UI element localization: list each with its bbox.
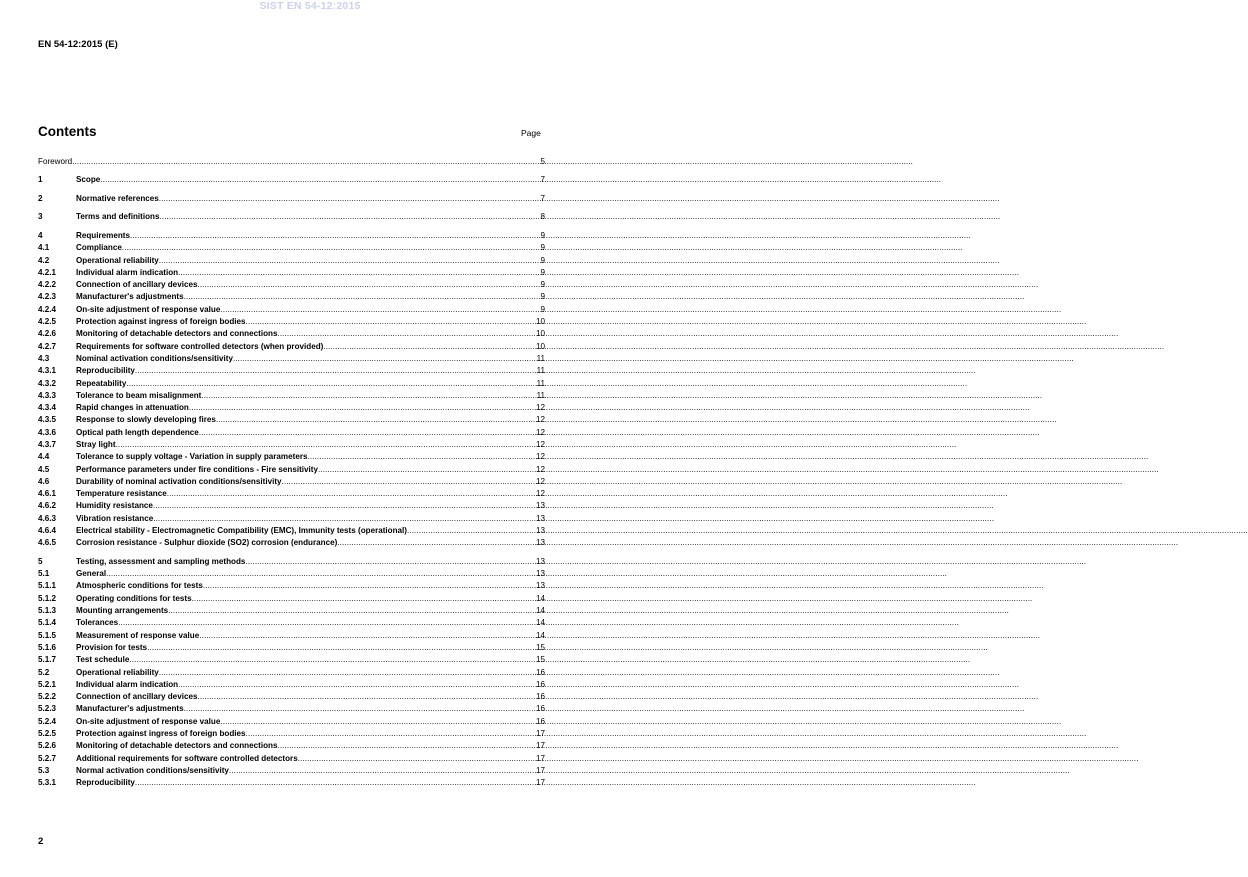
toc-dot-leader bbox=[147, 642, 535, 654]
toc-entry-page: 13 bbox=[535, 556, 545, 566]
toc-entry-page: 7 bbox=[540, 193, 545, 203]
toc-entry-page: 16 bbox=[535, 692, 545, 702]
toc-entry-number: 3 bbox=[38, 212, 43, 222]
toc-entry-title: General bbox=[76, 569, 107, 579]
toc-entry-page: 12 bbox=[535, 476, 545, 486]
toc-entry-title: Protection against ingress of foreign bodies bbox=[76, 729, 246, 738]
toc-dot-leader bbox=[233, 353, 536, 365]
toc-entry-number: 4.6.4 bbox=[38, 526, 57, 536]
toc-entry-page: 17 bbox=[535, 729, 545, 738]
toc-entry-page: 16 bbox=[535, 704, 545, 714]
toc-dot-leader bbox=[159, 193, 540, 205]
toc-entry[interactable] bbox=[38, 451, 545, 463]
page-number: 2 bbox=[38, 836, 44, 847]
toc-entry-page: 13 bbox=[535, 526, 545, 536]
toc-entry-title: Stray light bbox=[76, 439, 116, 449]
toc-entry-title: Corrosion resistance - Sulphur dioxide (SO2) corrosion (endurance) bbox=[76, 538, 338, 548]
toc-dot-leader bbox=[216, 414, 535, 426]
toc-dot-leader bbox=[307, 451, 535, 463]
toc-dot-leader bbox=[246, 316, 535, 328]
toc-entry-number: 4.2.2 bbox=[38, 280, 57, 290]
toc-entry-number: 4.5 bbox=[38, 464, 50, 474]
toc-dot-leader bbox=[126, 378, 535, 390]
toc-entry-title: Connection of ancillary devices bbox=[76, 692, 198, 702]
toc-entry-title: On-site adjustment of response value bbox=[76, 304, 221, 314]
toc-entry[interactable] bbox=[38, 279, 545, 291]
toc-dot-leader bbox=[197, 279, 539, 291]
toc-dot-leader bbox=[318, 464, 535, 476]
toc-entry[interactable] bbox=[38, 390, 545, 402]
toc-entry-page: 17 bbox=[535, 778, 545, 788]
toc-entry-title: Manufacturer's adjustments bbox=[76, 704, 184, 714]
toc-entry-title: Operational reliability bbox=[76, 667, 159, 677]
toc-entry[interactable] bbox=[38, 341, 545, 353]
toc-dot-leader bbox=[159, 667, 535, 679]
toc-entry[interactable] bbox=[38, 728, 545, 740]
toc-entry-number: 4.3.5 bbox=[38, 415, 57, 425]
toc-entry-number: 4.3.7 bbox=[38, 439, 57, 449]
toc-entry-page: 11 bbox=[536, 353, 545, 363]
toc-entry-number: 4.6.3 bbox=[38, 513, 57, 523]
toc-entry-title: Reproducibility bbox=[76, 366, 135, 376]
toc-entry-number: 4.6 bbox=[38, 476, 50, 486]
toc-entry[interactable] bbox=[38, 267, 545, 279]
toc-entry[interactable] bbox=[38, 291, 545, 303]
toc-entry-title: Durability of nominal activation conditions/sensitivity bbox=[76, 476, 282, 486]
toc-entry-page: 10 bbox=[535, 317, 545, 327]
toc-dot-leader bbox=[203, 580, 535, 592]
toc-entry-number: 4.3.2 bbox=[38, 378, 57, 388]
toc-dot-leader bbox=[323, 341, 535, 353]
toc-entry-number: 4.6.5 bbox=[38, 538, 57, 548]
toc-entry-title: Normative references bbox=[76, 193, 159, 203]
toc-entry-title: Monitoring of detachable detectors and connections bbox=[76, 741, 278, 751]
toc-entry[interactable] bbox=[38, 765, 545, 777]
toc-entry-page: 9 bbox=[540, 267, 545, 277]
toc-entry-page: 8 bbox=[540, 212, 545, 222]
toc-entry-number: 5.1.2 bbox=[38, 593, 57, 603]
toc-entry-page: 9 bbox=[540, 230, 545, 240]
toc-entry-page: 13 bbox=[535, 513, 545, 523]
toc-entry[interactable] bbox=[38, 316, 545, 328]
toc-entry-title: Provision for tests bbox=[76, 642, 148, 652]
toc-dot-leader bbox=[277, 740, 535, 752]
toc-entry[interactable] bbox=[38, 476, 545, 488]
toc-entry-title: Connection of ancillary devices bbox=[76, 280, 198, 290]
toc-entry[interactable] bbox=[38, 556, 545, 568]
toc-entry-page: 13 bbox=[535, 501, 545, 511]
toc-entry-number: 4.3.3 bbox=[38, 390, 57, 400]
toc-entry-title: Terms and definitions bbox=[76, 212, 160, 222]
toc-entry-title: Compliance bbox=[76, 243, 122, 253]
toc-dot-leader bbox=[184, 703, 535, 715]
toc-entry[interactable] bbox=[38, 414, 545, 426]
toc-entry-number: 4.3.6 bbox=[38, 427, 57, 437]
toc-entry-page: 9 bbox=[540, 292, 545, 302]
toc-entry-title: Humidity resistance bbox=[76, 501, 153, 511]
toc-dot-leader bbox=[184, 291, 540, 303]
toc-entry-number: 5.2.7 bbox=[38, 753, 57, 763]
toc-entry-number: 5.2.4 bbox=[38, 716, 57, 726]
toc-entry[interactable] bbox=[38, 642, 545, 654]
toc-entry-title: Monitoring of detachable detectors and connections bbox=[76, 329, 278, 339]
toc-entry-number: 5.2.6 bbox=[38, 741, 57, 751]
toc-entry-title: Tolerances bbox=[76, 618, 119, 628]
toc-entry-title: Manufacturer's adjustments bbox=[76, 292, 184, 302]
toc-dot-leader bbox=[220, 716, 535, 728]
toc-entry-page: 17 bbox=[535, 765, 545, 775]
toc-entry[interactable] bbox=[38, 156, 545, 168]
toc-entry-title: Response to slowly developing fires bbox=[76, 415, 216, 425]
toc-entry[interactable] bbox=[38, 211, 545, 223]
toc-dot-leader bbox=[199, 427, 535, 439]
toc-dot-leader bbox=[277, 328, 535, 340]
toc-entry-title: Measurement of response value bbox=[76, 630, 200, 640]
toc-entry-number: 5.1.4 bbox=[38, 618, 57, 628]
toc-dot-leader bbox=[189, 402, 535, 414]
toc-entry[interactable] bbox=[38, 427, 545, 439]
toc-entry-page: 16 bbox=[535, 679, 545, 689]
toc-entry[interactable] bbox=[38, 777, 545, 789]
toc-entry-title: Tolerance to supply voltage - Variation in supply parameters bbox=[76, 452, 308, 462]
toc-entry-number: 5.1.3 bbox=[38, 606, 57, 616]
toc-entry-number: 2 bbox=[38, 193, 43, 203]
toc-entry-number: 1 bbox=[38, 175, 43, 185]
toc-dot-leader bbox=[407, 525, 535, 537]
toc-entry-title: Atmospheric conditions for tests bbox=[76, 581, 203, 591]
toc-entry-title: Individual alarm indication bbox=[76, 679, 179, 689]
toc-entry-number: 4.2.3 bbox=[38, 292, 57, 302]
toc-entry-number: 4.3.1 bbox=[38, 366, 57, 376]
toc-entry-number: 4.1 bbox=[38, 243, 50, 253]
toc-entry-page: 16 bbox=[535, 716, 545, 726]
toc-entry-title: Mounting arrangements bbox=[76, 606, 169, 616]
toc-entry-page: 15 bbox=[535, 655, 545, 665]
contents-heading: Contents bbox=[38, 124, 97, 139]
toc-entry-number: 4.3.4 bbox=[38, 403, 57, 413]
toc-entry-page: 13 bbox=[535, 538, 545, 548]
toc-entry[interactable] bbox=[38, 513, 545, 525]
toc-entry-title: Vibration resistance bbox=[76, 513, 154, 523]
toc-entry-page: 5 bbox=[540, 157, 545, 166]
toc-entry-number: 5.1.7 bbox=[38, 655, 57, 665]
toc-entry-page: 17 bbox=[535, 753, 545, 763]
toc-entry-page: 12 bbox=[535, 452, 545, 462]
toc-entry-title: Tolerance to beam misalignment bbox=[76, 390, 202, 400]
toc-entry[interactable] bbox=[38, 174, 545, 186]
toc-entry-title: Repeatability bbox=[76, 378, 127, 388]
toc-entry[interactable] bbox=[38, 654, 545, 666]
toc-entry-page: 11 bbox=[536, 366, 545, 376]
toc-entry-page: 15 bbox=[535, 642, 545, 652]
toc-dot-leader bbox=[159, 255, 540, 267]
toc-entry[interactable] bbox=[38, 402, 545, 414]
toc-entry-number: 5.3 bbox=[38, 765, 50, 775]
toc-entry-title: Requirements bbox=[76, 230, 130, 240]
toc-entry-title: Operational reliability bbox=[76, 255, 159, 265]
toc-entry[interactable] bbox=[38, 378, 545, 390]
toc-dot-leader bbox=[160, 211, 540, 223]
toc-entry-number: 4 bbox=[38, 230, 43, 240]
toc-dot-leader bbox=[199, 630, 535, 642]
toc-entry[interactable] bbox=[38, 230, 545, 242]
toc-entry-number: 5.1.5 bbox=[38, 630, 57, 640]
toc-entry-number: 5.1.6 bbox=[38, 642, 57, 652]
toc-entry-page: 12 bbox=[535, 489, 545, 499]
toc-dot-leader bbox=[122, 242, 540, 254]
toc-entry-number: 5.2.1 bbox=[38, 679, 57, 689]
toc-dot-leader bbox=[192, 593, 535, 605]
toc-entry-page: 14 bbox=[535, 630, 545, 640]
toc-entry-page: 12 bbox=[535, 439, 545, 449]
toc-entry-title: Electrical stability - Electromagnetic Compatibility (EMC), Immunity tests (operational) bbox=[76, 526, 408, 536]
toc-entry-page: 12 bbox=[535, 427, 545, 437]
toc-entry-title: Nominal activation conditions/sensitivity bbox=[76, 353, 233, 363]
toc-entry[interactable] bbox=[38, 716, 545, 728]
watermark: SIST EN 54-12:2015 bbox=[259, 0, 361, 12]
toc-dot-leader bbox=[246, 728, 535, 740]
toc-entry[interactable] bbox=[38, 500, 545, 512]
toc-dot-leader bbox=[245, 556, 535, 568]
toc-entry-title: Scope bbox=[76, 175, 101, 185]
toc-entry-title: Protection against ingress of foreign bodies bbox=[76, 317, 246, 327]
toc-entry-number: 5.1 bbox=[38, 569, 50, 579]
toc-entry-number: 5.3.1 bbox=[38, 778, 57, 788]
toc-dot-leader bbox=[100, 174, 539, 186]
toc-entry-title: Optical path length dependence bbox=[76, 427, 199, 437]
toc-entry-page: 10 bbox=[535, 329, 545, 339]
toc-entry-number: 5 bbox=[38, 556, 43, 566]
toc-dot-leader bbox=[201, 390, 535, 402]
toc-entry-number: 4.4 bbox=[38, 452, 50, 462]
toc-entry-page: 12 bbox=[535, 415, 545, 425]
toc-entry-title: Foreword bbox=[38, 157, 73, 166]
toc-entry[interactable] bbox=[38, 439, 545, 451]
toc-entry-page: 14 bbox=[535, 606, 545, 616]
toc-entry-page: 13 bbox=[535, 569, 545, 579]
toc-entry-page: 9 bbox=[540, 255, 545, 265]
toc-entry-number: 5.2.5 bbox=[38, 729, 57, 738]
toc-entry-title: Normal activation conditions/sensitivity bbox=[76, 765, 229, 775]
toc-entry[interactable] bbox=[38, 740, 545, 752]
toc-dot-leader bbox=[298, 753, 535, 765]
document-id: EN 54-12:2015 (E) bbox=[38, 39, 118, 50]
toc-entry-title: Temperature resistance bbox=[76, 489, 167, 499]
toc-entry[interactable] bbox=[38, 753, 545, 765]
toc-entry-page: 7 bbox=[540, 175, 545, 185]
toc-dot-leader bbox=[118, 617, 535, 629]
toc-entry-page: 14 bbox=[535, 593, 545, 603]
toc-entry-title: Performance parameters under fire conditions - Fire sensitivity bbox=[76, 464, 318, 474]
toc-entry[interactable] bbox=[38, 667, 545, 679]
toc-dot-leader bbox=[229, 765, 535, 777]
toc-entry[interactable] bbox=[38, 488, 545, 500]
toc-dot-leader bbox=[153, 500, 535, 512]
toc-entry-page: 13 bbox=[535, 581, 545, 591]
toc-entry-page: 16 bbox=[535, 667, 545, 677]
toc-dot-leader bbox=[130, 230, 540, 242]
toc-entry-title: Reproducibility bbox=[76, 778, 135, 788]
toc-entry-title: Operating conditions for tests bbox=[76, 593, 192, 603]
toc-entry-title: On-site adjustment of response value bbox=[76, 716, 221, 726]
table-of-contents bbox=[38, 156, 545, 789]
toc-dot-leader bbox=[72, 156, 539, 168]
toc-entry-title: Additional requirements for software controlled detectors bbox=[76, 753, 298, 763]
toc-entry-title: Rapid changes in attenuation bbox=[76, 403, 189, 413]
toc-dot-leader bbox=[168, 605, 535, 617]
toc-entry-number: 4.2.7 bbox=[38, 341, 57, 351]
toc-entry-number: 4.2.1 bbox=[38, 267, 57, 277]
toc-dot-leader bbox=[106, 568, 535, 580]
toc-entry[interactable] bbox=[38, 691, 545, 703]
toc-entry[interactable] bbox=[38, 703, 545, 715]
toc-dot-leader bbox=[153, 513, 535, 525]
toc-entry-number: 4.2.4 bbox=[38, 304, 57, 314]
toc-entry[interactable] bbox=[38, 193, 545, 205]
toc-entry-title: Individual alarm indication bbox=[76, 267, 179, 277]
toc-entry-page: 11 bbox=[536, 378, 545, 388]
toc-entry-page: 9 bbox=[540, 243, 545, 253]
toc-entry[interactable] bbox=[38, 365, 545, 377]
toc-entry-page: 9 bbox=[540, 304, 545, 314]
toc-entry[interactable] bbox=[38, 328, 545, 340]
toc-entry-number: 4.3 bbox=[38, 353, 50, 363]
toc-entry-number: 4.2 bbox=[38, 255, 50, 265]
toc-entry-title: Requirements for software controlled detectors (when provided) bbox=[76, 341, 324, 351]
toc-entry-page: 10 bbox=[535, 341, 545, 351]
toc-dot-leader bbox=[197, 691, 535, 703]
toc-entry-number: 5.2.2 bbox=[38, 692, 57, 702]
toc-entry[interactable] bbox=[38, 525, 545, 537]
toc-entry[interactable] bbox=[38, 304, 545, 316]
toc-entry[interactable] bbox=[38, 537, 545, 549]
toc-entry-page: 12 bbox=[535, 464, 545, 474]
toc-entry[interactable] bbox=[38, 605, 545, 617]
toc-entry[interactable] bbox=[38, 568, 545, 580]
toc-dot-leader bbox=[282, 476, 535, 488]
toc-dot-leader bbox=[116, 439, 535, 451]
toc-entry-number: 4.6.1 bbox=[38, 489, 57, 499]
toc-entry-number: 4.2.5 bbox=[38, 317, 57, 327]
toc-dot-leader bbox=[129, 654, 535, 666]
toc-entry-page: 11 bbox=[536, 390, 545, 400]
toc-entry-number: 5.2.3 bbox=[38, 704, 57, 714]
toc-entry[interactable] bbox=[38, 464, 545, 476]
toc-entry-title: Testing, assessment and sampling methods bbox=[76, 556, 246, 566]
toc-entry-page: 17 bbox=[535, 741, 545, 751]
toc-entry[interactable] bbox=[38, 617, 545, 629]
toc-entry-title: Test schedule bbox=[76, 655, 130, 665]
toc-dot-leader bbox=[337, 537, 535, 549]
toc-dot-leader bbox=[178, 679, 535, 691]
toc-entry[interactable] bbox=[38, 630, 545, 642]
toc-entry-number: 4.2.6 bbox=[38, 329, 57, 339]
toc-entry-page: 12 bbox=[535, 403, 545, 413]
toc-entry-page: 14 bbox=[535, 618, 545, 628]
toc-entry-number: 5.1.1 bbox=[38, 581, 57, 591]
toc-dot-leader bbox=[167, 488, 535, 500]
toc-entry-number: 4.6.2 bbox=[38, 501, 57, 511]
toc-entry[interactable] bbox=[38, 255, 545, 267]
toc-dot-leader bbox=[135, 777, 535, 789]
page-column-label: Page bbox=[521, 128, 541, 138]
toc-entry-page: 9 bbox=[540, 280, 545, 290]
toc-entry[interactable] bbox=[38, 242, 545, 254]
toc-entry[interactable] bbox=[38, 593, 545, 605]
toc-dot-leader bbox=[178, 267, 539, 279]
toc-dot-leader bbox=[135, 365, 536, 377]
toc-entry[interactable] bbox=[38, 580, 545, 592]
toc-entry[interactable] bbox=[38, 679, 545, 691]
toc-entry[interactable] bbox=[38, 353, 545, 365]
toc-entry-number: 5.2 bbox=[38, 667, 50, 677]
toc-dot-leader bbox=[220, 304, 539, 316]
